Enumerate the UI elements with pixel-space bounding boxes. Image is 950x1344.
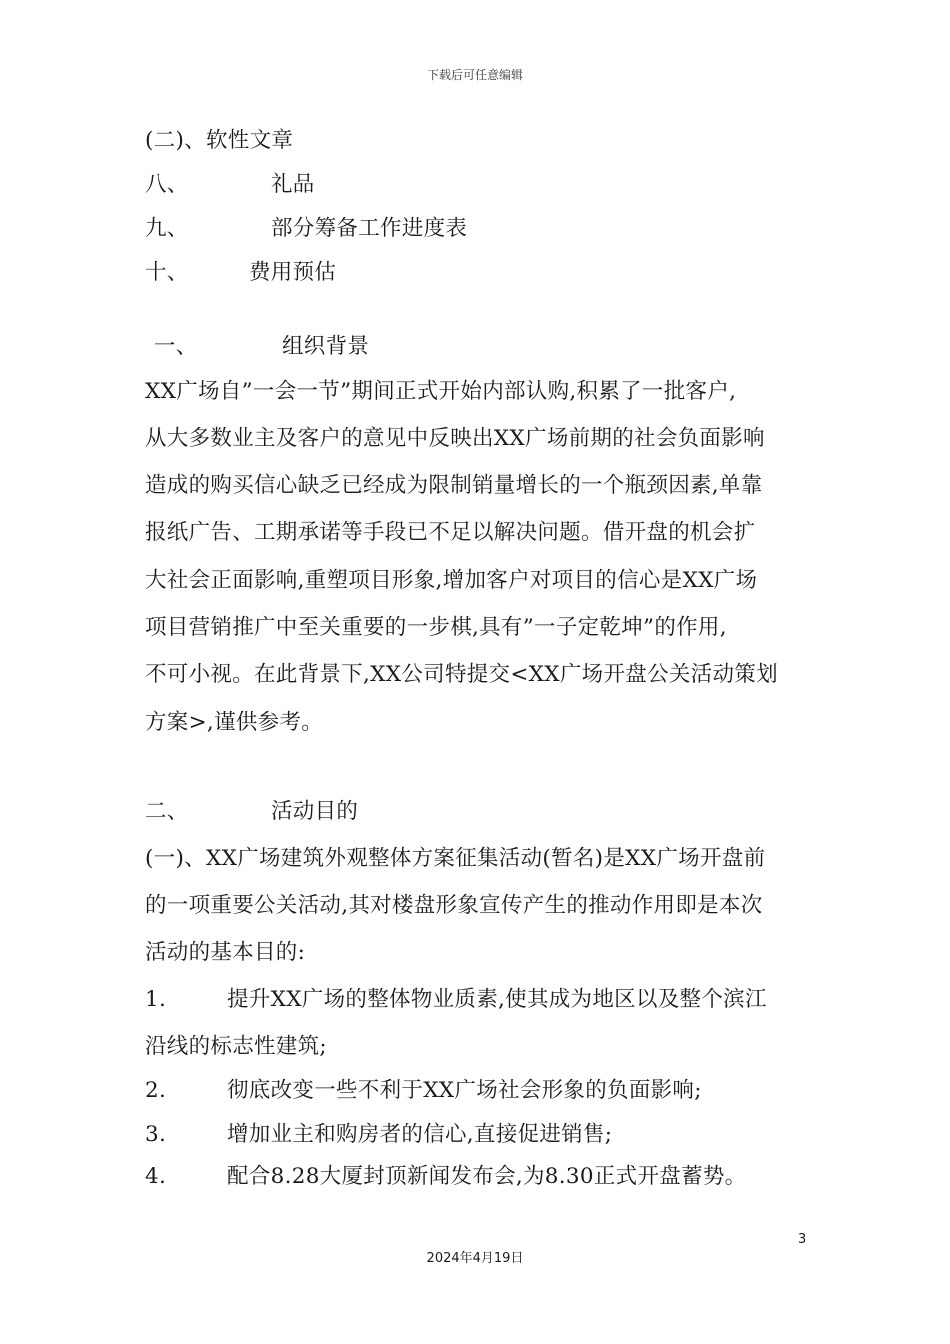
paragraph-line: 方案>,谨供参考。 [145,710,324,735]
section-heading [154,332,369,362]
list-item [145,1162,746,1192]
toc-number: (二)、 [145,128,206,153]
toc-item [145,214,467,244]
list-text: 提升XX广场的整体物业质素,使其成为地区以及整个滨江 [227,987,767,1012]
section-number: 一、 [154,334,198,359]
section-heading [145,797,358,827]
list-text: 增加业主和购房者的信心,直接促进销售; [227,1122,613,1147]
section-title: 活动目的 [271,799,359,824]
paragraph-line: 从大多数业主及客户的意见中反映出XX广场前期的社会负面影响 [145,426,765,451]
paragraph-line: (一)、XX广场建筑外观整体方案征集活动(暂名)是XX广场开盘前 [145,846,766,871]
paragraph-line: 活动的基本目的: [145,940,306,965]
toc-text: 礼品 [271,172,315,197]
footer-date: 2024年4月19日 [426,1251,524,1266]
section-title: 组织背景 [282,334,370,359]
list-number: 4. [145,1164,167,1189]
paragraph-line: 不可小视。在此背景下,XX公司特提交<XX广场开盘公关活动策划 [145,662,778,687]
toc-item [145,126,293,156]
toc-text: 费用预估 [249,260,337,285]
list-text: 彻底改变一些不利于XX广场社会形象的负面影响; [227,1078,702,1103]
paragraph-line: 报纸广告、工期承诺等手段已不足以解决问题。借开盘的机会扩 [145,520,756,545]
list-text: 沿线的标志性建筑; [145,1034,327,1059]
toc-number: 九、 [145,216,189,241]
section-number: 二、 [145,799,189,824]
toc-item [145,170,315,200]
list-item [145,1120,612,1150]
list-number: 3. [145,1122,167,1147]
list-item [145,1032,327,1062]
toc-number: 八、 [145,172,189,197]
paragraph-line: 项目营销推广中至关重要的一步棋,具有”一子定乾坤”的作用, [145,615,727,640]
list-text: 配合8.28大厦封顶新闻发布会,为8.30正式开盘蓄势。 [227,1164,747,1189]
list-number: 2. [145,1078,167,1103]
list-item [145,1076,702,1106]
toc-item [145,258,336,288]
paragraph-line: 的一项重要公关活动,其对楼盘形象宣传产生的推动作用即是本次 [145,893,763,918]
list-item [145,985,767,1015]
paragraph-line: XX广场自”一会一节”期间正式开始内部认购,积累了一批客户, [145,379,737,404]
page-number: 3 [798,1232,807,1247]
toc-text: 软性文章 [205,128,294,153]
toc-text: 部分筹备工作进度表 [271,216,468,241]
toc-number: 十、 [145,260,189,285]
paragraph-line: 造成的购买信心缺乏已经成为限制销量增长的一个瓶颈因素,单靠 [145,473,763,498]
list-number: 1. [145,987,167,1012]
page-header: 下载后可任意编辑 [426,68,523,82]
paragraph-line: 大社会正面影响,重塑项目形象,增加客户对项目的信心是XX广场 [145,568,758,593]
